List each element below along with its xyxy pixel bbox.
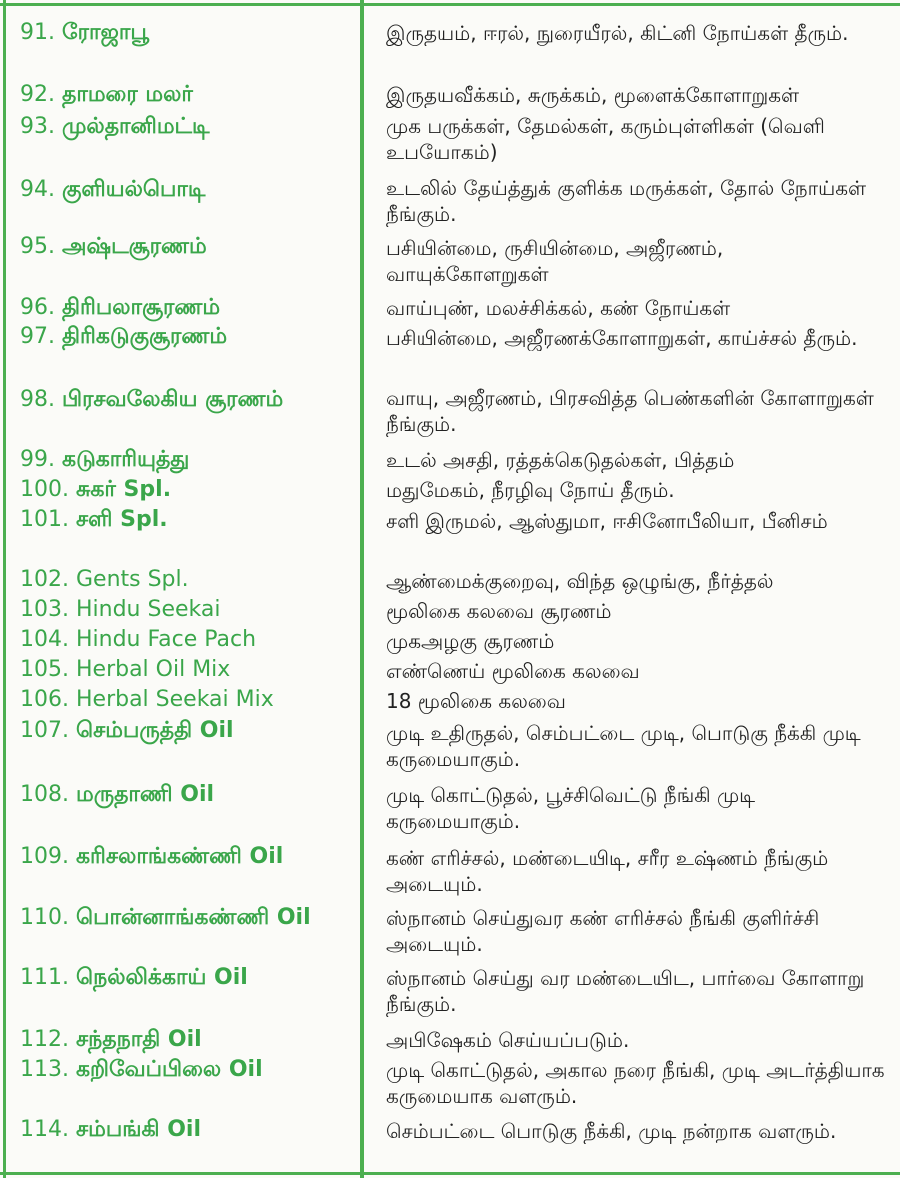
product-name: 112. சந்தநாதி Oil — [20, 1027, 202, 1052]
product-name: 102. Gents Spl. — [20, 567, 189, 592]
product-name: 108. மருதாணி Oil — [20, 782, 215, 807]
product-name: 98. பிரசவலேகிய சூரணம் — [20, 387, 284, 412]
product-name: 97. திரிகடுகுசூரணம் — [20, 324, 228, 349]
product-description: மூலிகை கலவை சூரணம் — [386, 599, 612, 623]
product-name: 96. திரிபலாசூரணம் — [20, 295, 221, 320]
product-name-column — [0, 0, 360, 1178]
product-description: 18 மூலிகை கலவை — [386, 689, 566, 713]
product-description: இருதயவீக்கம், சுருக்கம், மூளைக்கோளாறுகள் — [386, 83, 800, 107]
product-description: வாய்புண், மலச்சிக்கல், கண் நோய்கள் — [386, 296, 731, 320]
product-description: கண் எரிச்சல், மண்டையிடி, சரீர உஷ்ணம் நீங்கும் அடையும். — [386, 846, 829, 896]
product-description: ஸ்நானம் செய்து வர மண்டையிட, பார்வை கோளாறு நீங்கும். — [386, 966, 865, 1016]
product-name: 93. முல்தானிமட்டி — [20, 114, 210, 139]
product-description: ஸ்நானம் செய்துவர கண் எரிச்சல் நீங்கி குளிர்ச்சி அடையும். — [386, 906, 820, 956]
product-description: மதுமேகம், நீரழிவு நோய் தீரும். — [386, 478, 675, 502]
product-description: பசியின்மை, அஜீரணக்கோளாறுகள், காய்ச்சல் தீரும். — [386, 326, 858, 350]
product-description: முடி கொட்டுதல், பூச்சிவெட்டு நீங்கி முடி கருமையாகும். — [386, 783, 756, 833]
product-description: செம்பட்டை பொடுகு நீக்கி, முடி நன்றாக வளரும். — [386, 1119, 837, 1143]
product-name: 94. குளியல்பொடி — [20, 177, 206, 202]
product-name: 91. ரோஜாபூ — [20, 20, 149, 45]
product-name: 95. அஷ்டசூரணம் — [20, 234, 207, 259]
product-name: 99. கடுகாரியுத்து — [20, 447, 190, 472]
product-description: அபிஷேகம் செய்யப்படும். — [386, 1028, 630, 1052]
product-description: உடலில் தேய்த்துக் குளிக்க மருக்கள், தோல் நோய்கள் நீங்கும். — [386, 176, 867, 226]
product-name: 111. நெல்லிக்காய் Oil — [20, 965, 248, 990]
product-name: 114. சம்பங்கி Oil — [20, 1117, 201, 1142]
product-description: முக பருக்கள், தேமல்கள், கரும்புள்ளிகள் (வெளி உபயோகம்) — [386, 114, 825, 164]
description-column — [364, 0, 900, 1178]
product-description: சளி இருமல், ஆஸ்துமா, ஈசினோபீலியா, பீனிசம் — [386, 509, 828, 533]
product-name: 101. சளி Spl. — [20, 507, 168, 532]
product-name: 105. Herbal Oil Mix — [20, 657, 231, 682]
product-name: 110. பொன்னாங்கண்ணி Oil — [20, 905, 311, 930]
product-name: 92. தாமரை மலர் — [20, 82, 193, 107]
product-name: 107. செம்பருத்தி Oil — [20, 718, 234, 743]
product-description: இருதயம், ஈரல், நுரையீரல், கிட்னி நோய்கள் தீரும். — [386, 21, 849, 45]
product-name: 104. Hindu Face Pach — [20, 627, 257, 652]
product-description: எண்ணெய் மூலிகை கலவை — [386, 659, 640, 683]
product-name: 103. Hindu Seekai — [20, 597, 221, 622]
product-description: உடல் அசதி, ரத்தக்கெடுதல்கள், பித்தம் — [386, 448, 735, 472]
product-description: பசியின்மை, ருசியின்மை, அஜீரணம், வாயுக்கோளறுகள் — [386, 236, 724, 286]
product-name: 109. கரிசலாங்கண்ணி Oil — [20, 844, 284, 869]
product-name: 113. கறிவேப்பிலை Oil — [20, 1057, 263, 1082]
product-name: 100. சுகர் Spl. — [20, 477, 172, 502]
product-description: ஆண்மைக்குறைவு, விந்த ஒழுங்கு, நீர்த்தல் — [386, 569, 774, 593]
product-description: முடி கொட்டுதல், அகால நரை நீங்கி, முடி அடர்த்தியாக கருமையாக வளரும். — [386, 1058, 885, 1108]
product-description: வாயு, அஜீரணம், பிரசவித்த பெண்களின் கோளாறுகள் நீங்கும். — [386, 386, 874, 436]
product-description: முகஅழகு சூரணம் — [386, 629, 555, 653]
product-description: முடி உதிருதல், செம்பட்டை முடி, பொடுகு நீக்கி முடி கருமையாகும். — [386, 721, 861, 771]
product-name: 106. Herbal Seekai Mix — [20, 687, 274, 712]
